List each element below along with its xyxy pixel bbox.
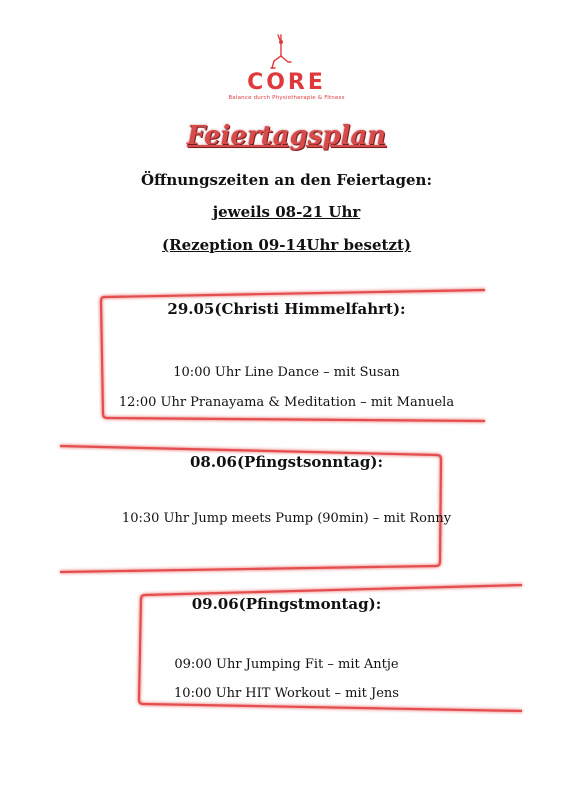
yoga-figure-logo-icon <box>266 34 296 74</box>
reception-hours: (Rezeption 09-14Uhr besetzt) <box>162 236 411 254</box>
page-title: Feiertagsplan <box>186 121 387 151</box>
holiday-title-christi-himmelfahrt: 29.05(Christi Himmelfahrt): <box>167 300 406 318</box>
opening-hours-value: jeweils 08-21 Uhr <box>212 203 361 221</box>
class-entry: 09:00 Uhr Jumping Fit – mit Antje <box>174 657 399 672</box>
class-entry: 10:00 Uhr Line Dance – mit Susan <box>173 365 400 380</box>
holiday-title-pfingstmontag: 09.06(Pfingstmontag): <box>191 595 382 613</box>
opening-hours-heading: Öffnungszeiten an den Feiertagen: <box>140 171 433 189</box>
class-entry: 10:00 Uhr HIT Workout – mit Jens <box>174 686 399 701</box>
class-entry: 12:00 Uhr Pranayama & Meditation – mit Manuela <box>118 395 455 410</box>
logo-tagline: Balance durch Physiotherapie & Fitness <box>228 95 345 101</box>
class-entry: 10:30 Uhr Jump meets Pump (90min) – mit Ronny <box>121 511 452 526</box>
logo-wordmark: CORE <box>247 70 326 95</box>
holiday-title-pfingstsonntag: 08.06(Pfingstsonntag): <box>189 453 384 471</box>
